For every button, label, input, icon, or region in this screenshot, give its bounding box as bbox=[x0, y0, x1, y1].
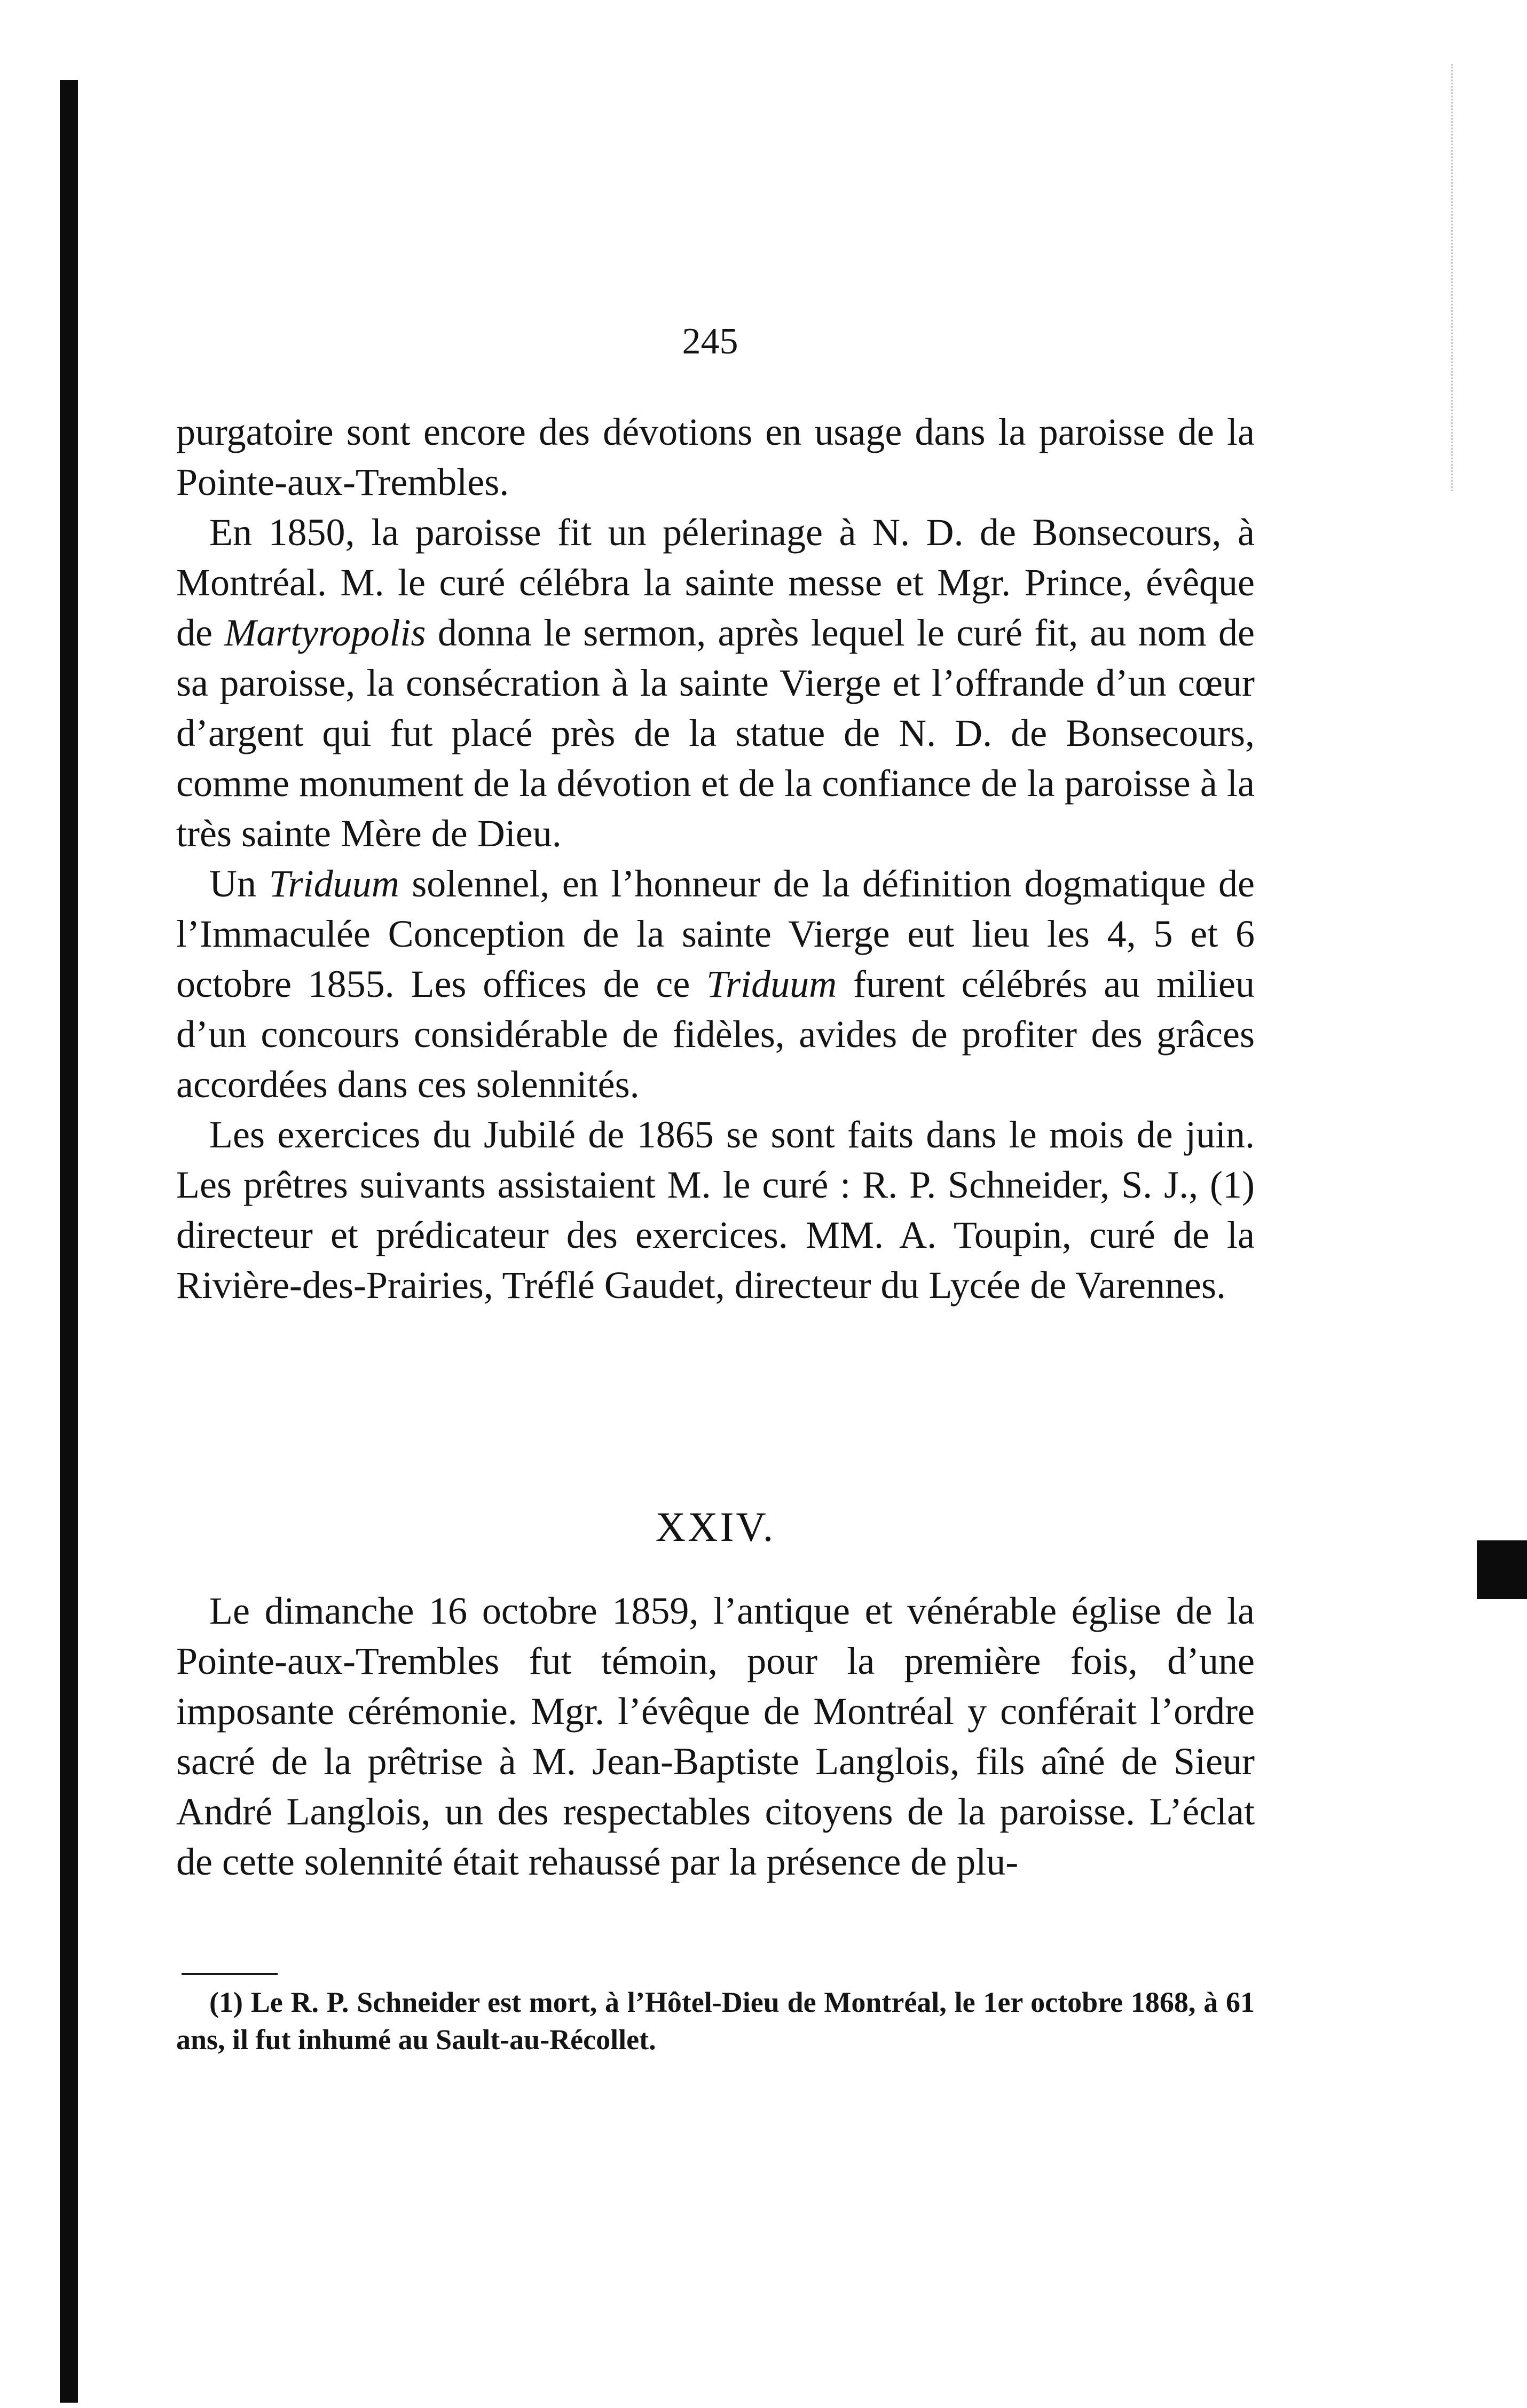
footnote-text: (1) Le R. P. Schneider est mort, à l’Hôtel-Dieu de Montréal, le 1er octobre 1868, à 61 ans, il fut inhumé au Sault-au-Récollet. bbox=[176, 1986, 1255, 2056]
edge-tab-mark bbox=[1477, 1540, 1527, 1599]
footnote bbox=[176, 1984, 1255, 2058]
paragraph-text: donna le sermon, après lequel le curé fit, au nom de sa paroisse, la consécration à la sainte Vierge et l’offrande d’un cœur d’argent qui fut placé près de la statue de N. D. de Bonsecours, comme monument de la dévotion et de la confiance de la paroisse à la très sainte Mère de Dieu. bbox=[176, 611, 1255, 855]
paragraph-text: Les exercices du Jubilé de 1865 se sont faits dans le mois de juin. Les prêtres suivants assistaient M. le curé : R. P. Schneider, S. J., (1) directeur et prédicateur des exercices. MM. A. Toupin, curé de la Rivière-des-Prairies, Tréflé Gaudet, directeur du Lycée de Varennes. bbox=[176, 1113, 1255, 1307]
italic-term: Triduum bbox=[706, 963, 837, 1005]
paragraph-jubile bbox=[176, 1109, 1255, 1310]
body-text bbox=[176, 407, 1255, 1310]
section-body-text bbox=[176, 1586, 1255, 1887]
paragraph-purgatoire bbox=[176, 407, 1255, 507]
paragraph-text: furent célébrés au milieu d’un concours considérable de fidèles, avides de profiter des grâces accordées dans ces solennités. bbox=[176, 963, 1255, 1106]
italic-term: Triduum bbox=[269, 862, 399, 905]
section-heading: XXIV. bbox=[655, 1504, 776, 1550]
paragraph-ordination bbox=[176, 1586, 1255, 1887]
page-number: 245 bbox=[682, 321, 738, 362]
footnote-divider bbox=[182, 1973, 278, 1975]
paragraph-text: En 1850, la paroisse fit un pélerinage à N. D. de Bonsecours, à Montréal. M. le curé célébra la sainte messe et Mgr. Prince, évêque de bbox=[176, 511, 1255, 654]
paragraph-triduum bbox=[176, 859, 1255, 1109]
italic-term: Martyropolis bbox=[224, 611, 426, 654]
binding-edge-bar bbox=[60, 80, 78, 2403]
paragraph-text: Le dimanche 16 octobre 1859, l’antique et vénérable église de la Pointe-aux-Trembles fut témoin, pour la première fois, d’une imposante cérémonie. Mgr. l’évêque de Montréal y conférait l’ordre sacré de la prêtrise à M. Jean-Baptiste Langlois, fils aîné de Sieur André Langlois, un des respectables citoyens de la paroisse. L’éclat de cette solennité était rehaussé par la présence de plu- bbox=[176, 1589, 1255, 1883]
paragraph-text: solennel, en l’honneur de la définition dogmatique de l’Immaculée Conception de la sainte Vierge eut lieu les 4, 5 et 6 octobre 1855. Les offices de ce bbox=[176, 862, 1255, 1005]
paragraph-pelerinage bbox=[176, 507, 1255, 859]
paragraph-text: purgatoire sont encore des dévotions en usage dans la paroisse de la Pointe-aux-Trembles. bbox=[176, 411, 1255, 503]
paragraph-text: Un bbox=[209, 862, 269, 905]
page-edge-speckle bbox=[1451, 64, 1456, 491]
